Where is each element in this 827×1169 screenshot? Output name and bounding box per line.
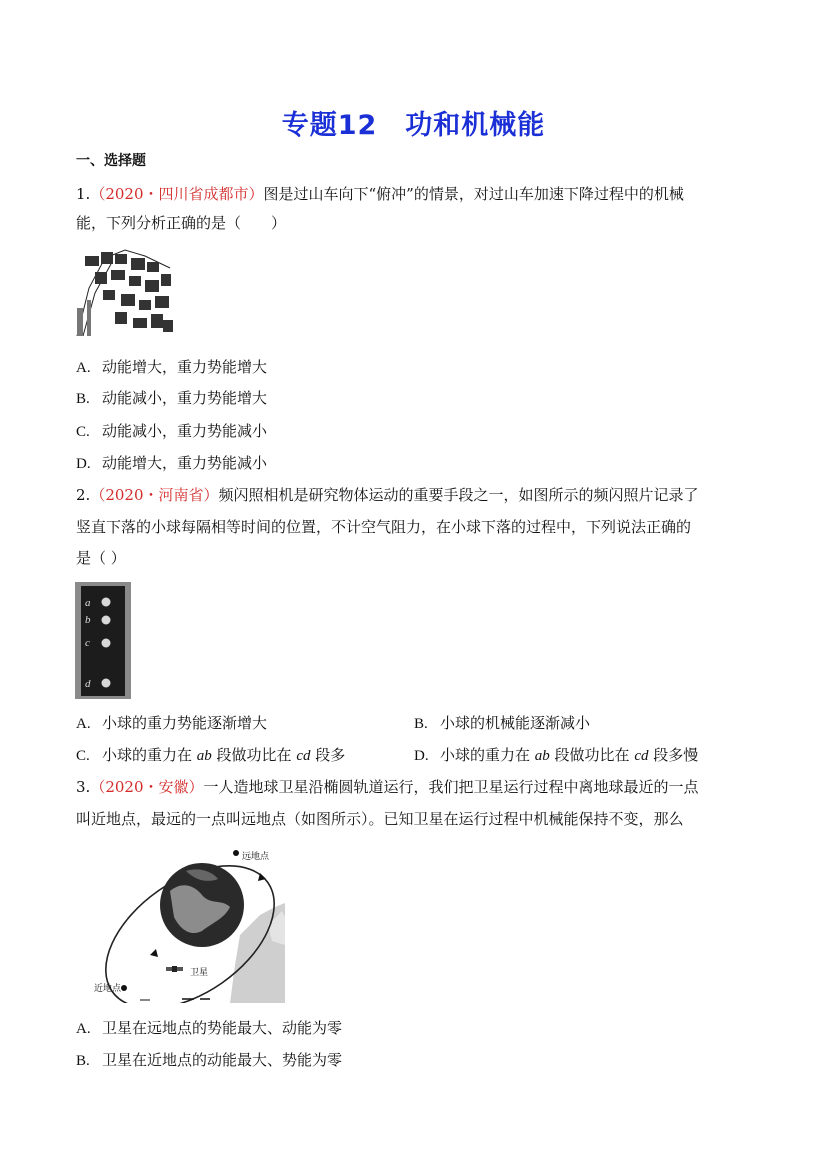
q2-option-c-mid: 段做功比在 — [211, 746, 297, 764]
q2-option-c-var2: cd — [296, 748, 311, 764]
q2-option-c-letter: C. — [76, 748, 90, 764]
q1-line2: 能，下列分析正确的是（ ） — [76, 214, 287, 232]
q2-line3: 是（ ） — [76, 549, 126, 567]
q2-line1 — [76, 485, 699, 505]
q2-option-b[interactable] — [414, 712, 590, 733]
q1-source: （2020・四川省成都市） — [90, 185, 264, 203]
satellite-orbit-figure — [90, 845, 285, 1003]
q2-option-c-var1: ab — [196, 748, 212, 764]
q1-option-b-text: 动能减小，重力势能增大 — [102, 389, 268, 407]
q2-option-c-post: 段多 — [310, 746, 346, 764]
roller-coaster-figure — [75, 248, 175, 338]
q2-option-a-letter: A. — [76, 716, 91, 732]
q1-text1: 图是过山车向下“俯冲”的情景，对过山车加速下降过程中的机械 — [263, 185, 684, 203]
q1-line1 — [76, 184, 684, 204]
strobe-label-a: a — [85, 597, 91, 609]
q1-option-b[interactable] — [76, 387, 267, 408]
q2-number: 2. — [76, 486, 91, 504]
q2-text1: 频闪照相机是研究物体运动的重要手段之一，如图所示的频闪照片记录了 — [218, 486, 699, 504]
q3-option-b-text: 卫星在近地点的动能最大、势能为零 — [102, 1051, 343, 1069]
q3-text1: 一人造地球卫星沿椭圆轨道运行，我们把卫星运行过程中离地球最近的一点 — [203, 778, 699, 796]
section-heading: 一、选择题 — [76, 153, 146, 169]
q2-option-c-pre: 小球的重力在 — [102, 746, 197, 764]
q2-source: （2020・河南省） — [90, 486, 219, 504]
satellite-label: 卫星 — [190, 968, 209, 978]
strobe-label-d: d — [85, 678, 91, 690]
q3-option-b-letter: B. — [76, 1053, 90, 1069]
q3-line1 — [76, 777, 699, 797]
q3-source: （2020・安徽） — [90, 778, 204, 796]
q3-line2: 叫近地点，最远的一点叫远地点（如图所示）。已知卫星在运行过程中机械能保持不变，那么 — [76, 810, 684, 828]
q1-option-d-text: 动能增大，重力势能减小 — [102, 454, 268, 472]
q2-line2: 竖直下落的小球每隔相等时间的位置，不计空气阻力，在小球下落的过程中，下列说法正确的 — [76, 518, 692, 536]
q2-option-d-post: 段多慢 — [648, 746, 699, 764]
q1-option-a-letter: A. — [76, 360, 91, 376]
strobe-photo-figure — [75, 582, 131, 699]
q1-option-d[interactable] — [76, 452, 267, 473]
q2-option-d-letter: D. — [414, 748, 429, 764]
q1-option-c-text: 动能减小，重力势能减小 — [102, 422, 268, 440]
q3-option-a-text: 卫星在远地点的势能最大、动能为零 — [102, 1019, 343, 1037]
q2-option-a[interactable] — [76, 712, 267, 733]
q2-option-d-var2: cd — [634, 748, 649, 764]
page-title: 专题12 功和机械能 — [281, 110, 546, 141]
near-point-label: 近地点 — [94, 984, 122, 994]
q1-option-c[interactable] — [76, 420, 267, 441]
q1-option-a[interactable] — [76, 356, 267, 377]
q2-option-d-var1: ab — [534, 748, 550, 764]
q2-option-d-pre: 小球的重力在 — [440, 746, 535, 764]
q1-option-b-letter: B. — [76, 391, 90, 407]
q3-option-a-letter: A. — [76, 1021, 91, 1037]
strobe-label-c: c — [85, 637, 90, 649]
q2-option-a-text: 小球的重力势能逐渐增大 — [102, 714, 268, 732]
q3-option-b[interactable] — [76, 1049, 342, 1070]
q2-option-b-text: 小球的机械能逐渐减小 — [440, 714, 591, 732]
q3-number: 3. — [76, 778, 91, 796]
q1-option-d-letter: D. — [76, 456, 91, 472]
strobe-label-b: b — [85, 614, 91, 626]
q2-option-c[interactable] — [76, 744, 345, 765]
q3-option-a[interactable] — [76, 1017, 342, 1038]
q2-option-d-mid: 段做功比在 — [549, 746, 635, 764]
q2-option-d[interactable] — [414, 744, 698, 765]
q1-option-a-text: 动能增大，重力势能增大 — [102, 358, 268, 376]
q2-option-b-letter: B. — [414, 716, 428, 732]
far-point-label: 远地点 — [242, 852, 270, 862]
q1-option-c-letter: C. — [76, 424, 90, 440]
q1-number: 1. — [76, 185, 91, 203]
